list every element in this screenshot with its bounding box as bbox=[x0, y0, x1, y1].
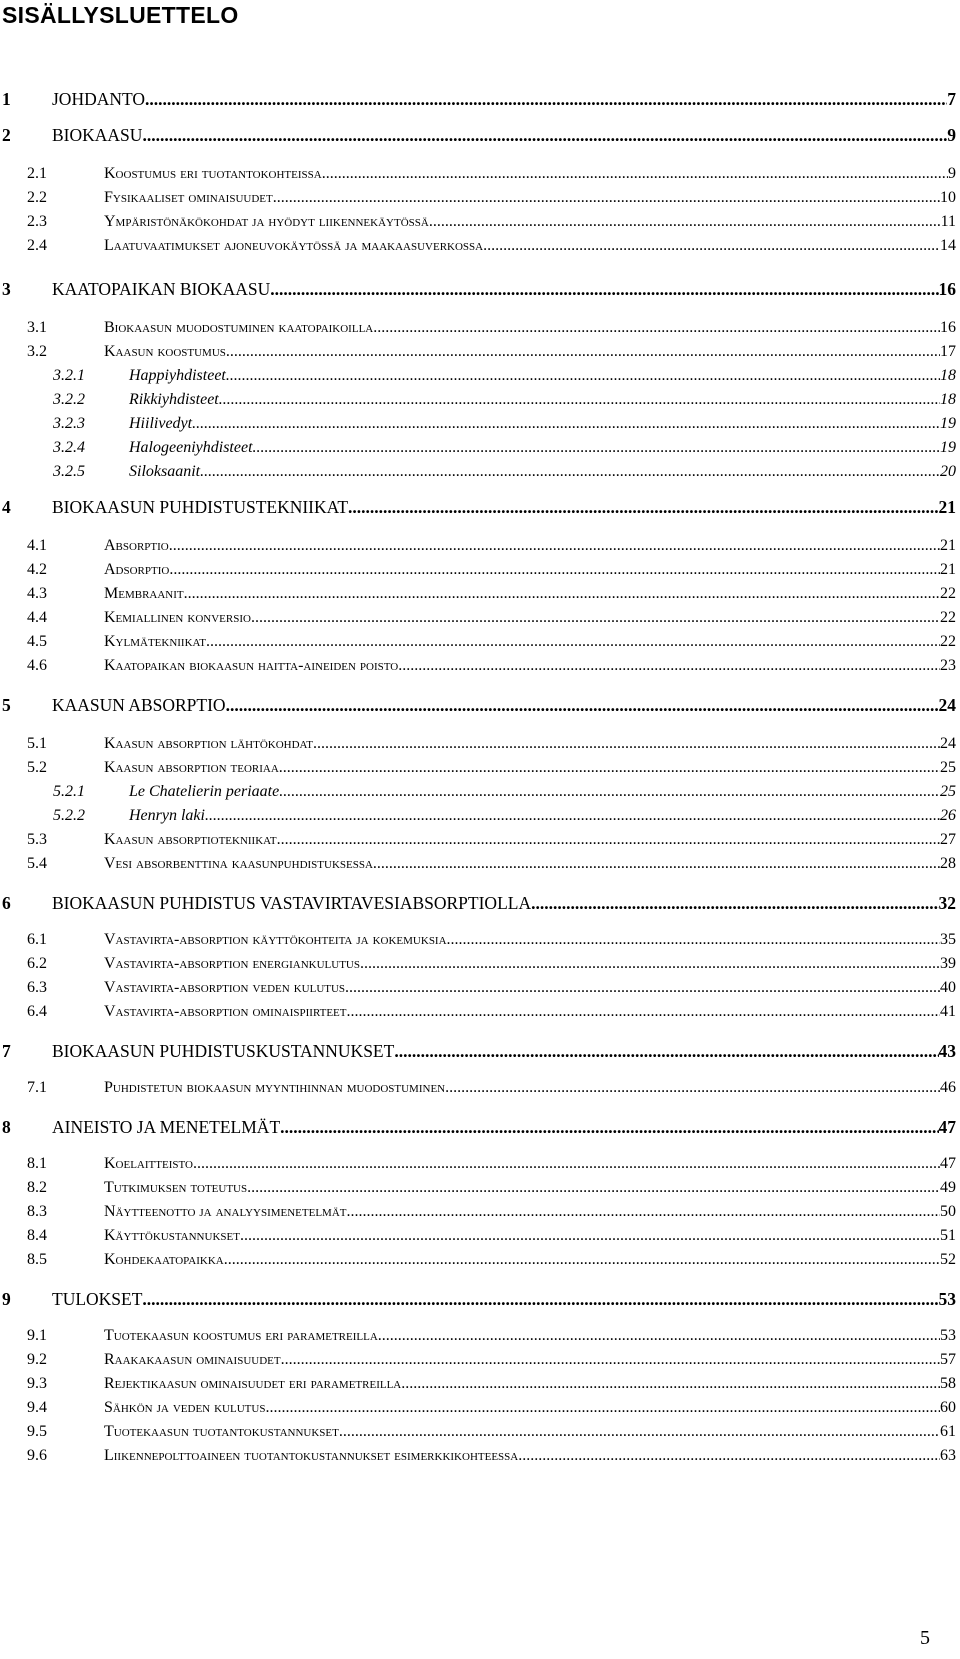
toc-entry-number: 3.2.5 bbox=[53, 463, 85, 480]
toc-entry-number: 9.2 bbox=[27, 1351, 47, 1368]
toc-entry-label: Vesi absorbenttina kaasunpuhdistuksessa bbox=[104, 855, 373, 872]
toc-entry-label: BIOKAASUN PUHDISTUS VASTAVIRTAVESIABSORPTIOLLA bbox=[52, 893, 532, 913]
toc-entry[interactable] bbox=[0, 88, 960, 110]
toc-entry-label: TULOKSET bbox=[52, 1289, 143, 1309]
toc-entry-page: 24 bbox=[940, 735, 956, 752]
toc-entry-label: Kemiallinen konversio bbox=[104, 609, 251, 626]
toc-entry-label: Vastavirta-absorption ominaispiirteet bbox=[104, 1003, 347, 1020]
toc-entry-page: 26 bbox=[940, 807, 956, 824]
toc-entry-label: Kaasun absorption lähtökohdat bbox=[104, 735, 314, 752]
toc-entry-page: 9 bbox=[947, 125, 956, 145]
toc-entry-body bbox=[104, 632, 956, 652]
toc-entry-number: 4.3 bbox=[27, 585, 47, 602]
toc-entry-body bbox=[52, 124, 956, 146]
toc-entry-number: 3 bbox=[2, 279, 11, 299]
toc-entry-body bbox=[52, 694, 956, 716]
dot-leader bbox=[193, 1154, 940, 1174]
toc-entry-label: Liikennepolttoaineen tuotantokustannukset esimerkkikohteessa bbox=[104, 1447, 519, 1464]
dot-leader bbox=[184, 584, 940, 604]
dot-leader bbox=[270, 278, 938, 300]
toc-entry-label: Halogeeniyhdisteet bbox=[129, 439, 253, 456]
toc-entry[interactable] bbox=[0, 584, 960, 606]
toc-entry[interactable] bbox=[0, 1178, 960, 1200]
toc-entry-number: 6.1 bbox=[27, 931, 47, 948]
toc-entry-number: 5.2.1 bbox=[53, 783, 85, 800]
toc-entry-label: Laatuvaatimukset ajoneuvokäytössä ja maakaasuverkossa bbox=[104, 237, 484, 254]
toc-entry-label: Koelaitteisto bbox=[104, 1155, 193, 1172]
toc-entry-page: 21 bbox=[940, 561, 956, 578]
toc-entry-number: 9.4 bbox=[27, 1399, 47, 1416]
toc-entry-label: Le Chatelierin periaate bbox=[129, 783, 280, 800]
toc-entry-number: 9.3 bbox=[27, 1375, 47, 1392]
toc-entry-page: 9 bbox=[948, 165, 956, 182]
dot-leader bbox=[226, 366, 940, 386]
toc-entry-page: 17 bbox=[940, 343, 956, 360]
toc-entry-page: 10 bbox=[940, 189, 956, 206]
toc-entry-label: Vastavirta-absorption energiankulutus bbox=[104, 955, 360, 972]
toc-entry-page: 28 bbox=[940, 855, 956, 872]
toc-entry-page: 40 bbox=[940, 979, 956, 996]
toc-entry-body bbox=[104, 318, 956, 338]
toc-entry-body bbox=[104, 1350, 956, 1370]
toc-entry-label: Tuotekaasun koostumus eri parametreilla bbox=[104, 1327, 378, 1344]
toc-entry-body bbox=[129, 462, 956, 482]
dot-leader bbox=[226, 694, 939, 716]
dot-leader bbox=[322, 164, 948, 184]
toc-entry[interactable] bbox=[0, 414, 960, 436]
toc-entry-page: 25 bbox=[940, 759, 956, 776]
toc-entry-body bbox=[129, 390, 956, 410]
toc-entry-number: 5.2.2 bbox=[53, 807, 85, 824]
toc-entry[interactable] bbox=[0, 318, 960, 340]
toc-entry-page: 22 bbox=[940, 633, 956, 650]
dot-leader bbox=[273, 188, 940, 208]
toc-entry-body bbox=[104, 1326, 956, 1346]
toc-entry-body bbox=[104, 212, 956, 232]
toc-entry-number: 9 bbox=[2, 1289, 11, 1309]
toc-entry-body bbox=[104, 342, 956, 362]
toc-entry[interactable] bbox=[0, 656, 960, 678]
toc-entry-page: 16 bbox=[938, 279, 956, 299]
toc-entry-body bbox=[104, 656, 956, 676]
toc-entry-body bbox=[104, 734, 956, 754]
toc-entry[interactable] bbox=[0, 1350, 960, 1372]
toc-entry-body bbox=[104, 1374, 956, 1394]
toc-entry-body bbox=[104, 830, 956, 850]
toc-entry-body bbox=[104, 758, 956, 778]
toc-entry-number: 3.2.3 bbox=[53, 415, 85, 432]
toc-entry-page: 63 bbox=[940, 1447, 956, 1464]
toc-entry-number: 8.3 bbox=[27, 1203, 47, 1220]
toc-entry-label: Biokaasun muodostuminen kaatopaikoilla bbox=[104, 319, 374, 336]
toc-entry[interactable] bbox=[0, 390, 960, 412]
toc-entry-page: 24 bbox=[938, 695, 956, 715]
toc-entry-number: 7.1 bbox=[27, 1079, 47, 1096]
toc-entry-number: 3.1 bbox=[27, 319, 47, 336]
toc-entry-label: Fysikaaliset ominaisuudet bbox=[104, 189, 273, 206]
toc-entry-body bbox=[104, 854, 956, 874]
toc-entry-body bbox=[104, 930, 956, 950]
toc-entry-number: 4.4 bbox=[27, 609, 47, 626]
toc-entry[interactable] bbox=[0, 806, 960, 828]
toc-entry-number: 5 bbox=[2, 695, 11, 715]
dot-leader bbox=[447, 930, 940, 950]
toc-entry[interactable] bbox=[0, 536, 960, 558]
toc-entry-number: 2.2 bbox=[27, 189, 47, 206]
toc-entry-number: 3.2.1 bbox=[53, 367, 85, 384]
toc-entry-body bbox=[52, 278, 956, 300]
dot-leader bbox=[378, 1326, 940, 1346]
toc-entry-page: 58 bbox=[940, 1375, 956, 1392]
dot-leader bbox=[313, 734, 940, 754]
toc-entry-body bbox=[104, 1226, 956, 1246]
toc-entry[interactable] bbox=[0, 1202, 960, 1224]
toc-entry[interactable] bbox=[0, 236, 960, 258]
toc-entry-page: 7 bbox=[947, 89, 956, 109]
toc-entry-number: 8 bbox=[2, 1117, 11, 1137]
toc-entry-label: Kylmätekniikat bbox=[104, 633, 206, 650]
toc-entry-page: 27 bbox=[940, 831, 956, 848]
toc-entry-label: JOHDANTO bbox=[52, 89, 146, 109]
toc-entry-body bbox=[129, 782, 956, 802]
toc-entry-label: Hiilivedyt bbox=[129, 415, 193, 432]
toc-entry-page: 51 bbox=[940, 1227, 956, 1244]
toc-entry[interactable] bbox=[0, 1288, 960, 1310]
toc-entry-body bbox=[52, 1116, 956, 1138]
toc-entry-page: 49 bbox=[940, 1179, 956, 1196]
toc-entry-page: 53 bbox=[940, 1327, 956, 1344]
toc-entry[interactable] bbox=[0, 734, 960, 756]
toc-entry-label: Henryn laki bbox=[129, 807, 205, 824]
toc-entry-page: 46 bbox=[940, 1079, 956, 1096]
page-number: 5 bbox=[920, 1627, 930, 1649]
dot-leader bbox=[205, 806, 940, 826]
toc-entry-number: 8.2 bbox=[27, 1179, 47, 1196]
dot-leader bbox=[145, 88, 947, 110]
toc-entry-label: Kaasun absorption teoriaa bbox=[104, 759, 279, 776]
dot-leader bbox=[224, 1250, 940, 1270]
toc-entry-body bbox=[129, 806, 956, 826]
toc-entry[interactable] bbox=[0, 462, 960, 484]
dot-leader bbox=[347, 1002, 941, 1022]
toc-entry[interactable] bbox=[0, 188, 960, 210]
dot-leader bbox=[240, 1226, 940, 1246]
toc-entry-label: Raakakaasun ominaisuudet bbox=[104, 1351, 281, 1368]
toc-entry-number: 8.4 bbox=[27, 1227, 47, 1244]
dot-leader bbox=[531, 892, 938, 914]
toc-entry[interactable] bbox=[0, 782, 960, 804]
toc-entry-label: Adsorptio bbox=[104, 561, 170, 578]
dot-leader bbox=[280, 1116, 938, 1138]
dot-leader bbox=[394, 1040, 938, 1062]
toc-entry[interactable] bbox=[0, 758, 960, 780]
toc-entry[interactable] bbox=[0, 1002, 960, 1024]
toc-entry-page: 53 bbox=[938, 1289, 956, 1309]
toc-entry-page: 50 bbox=[940, 1203, 956, 1220]
toc-entry-label: Ympäristönäkökohdat ja hyödyt liikennekäytössä bbox=[104, 213, 429, 230]
toc-entry-page: 61 bbox=[940, 1423, 956, 1440]
toc-entry-page: 19 bbox=[940, 415, 956, 432]
toc-entry-label: AINEISTO JA MENETELMÄT bbox=[52, 1117, 281, 1137]
toc-entry[interactable] bbox=[0, 694, 960, 716]
toc-entry-body bbox=[104, 536, 956, 556]
dot-leader bbox=[339, 1422, 940, 1442]
toc-entry-body bbox=[104, 1202, 956, 1222]
toc-entry[interactable] bbox=[0, 1226, 960, 1248]
toc-entry-number: 2.3 bbox=[27, 213, 47, 230]
toc-entry[interactable] bbox=[0, 1398, 960, 1420]
toc-entry-body bbox=[104, 188, 956, 208]
toc-entry[interactable] bbox=[0, 1250, 960, 1272]
toc-entry-body bbox=[104, 1002, 956, 1022]
toc-entry-label: Kaasun koostumus bbox=[104, 343, 226, 360]
toc-entry[interactable] bbox=[0, 438, 960, 460]
toc-entry-number: 8.5 bbox=[27, 1251, 47, 1268]
toc-entry-label: Tutkimuksen toteutus bbox=[104, 1179, 248, 1196]
toc-entry-label: BIOKAASUN PUHDISTUSTEKNIIKAT bbox=[52, 497, 349, 517]
dot-leader bbox=[279, 758, 940, 778]
toc-entry-label: BIOKAASU bbox=[52, 125, 143, 145]
toc-entry-label: BIOKAASUN PUHDISTUSKUSTANNUKSET bbox=[52, 1041, 395, 1061]
toc-entry-number: 5.1 bbox=[27, 735, 47, 752]
dot-leader bbox=[401, 1374, 940, 1394]
toc-entry-body bbox=[104, 560, 956, 580]
toc-entry-page: 43 bbox=[938, 1041, 956, 1061]
toc-entry[interactable] bbox=[0, 342, 960, 364]
toc-entry-body bbox=[104, 236, 956, 256]
toc-entry[interactable] bbox=[0, 830, 960, 852]
toc-entry-label: Vastavirta-absorption veden kulutus bbox=[104, 979, 346, 996]
toc-entry-label: Kaatopaikan biokaasun haitta-aineiden poisto bbox=[104, 657, 399, 674]
toc-entry-body bbox=[104, 1398, 956, 1418]
toc-entry-body bbox=[52, 1040, 956, 1062]
toc-entry-body bbox=[104, 1178, 956, 1198]
toc-entry[interactable] bbox=[0, 1422, 960, 1444]
toc-entry[interactable] bbox=[0, 1078, 960, 1100]
dot-leader bbox=[200, 462, 940, 482]
toc-entry-number: 5.3 bbox=[27, 831, 47, 848]
toc-entry-page: 11 bbox=[940, 213, 956, 230]
toc-entry[interactable] bbox=[0, 212, 960, 234]
toc-entry-body bbox=[129, 366, 956, 386]
toc-entry[interactable] bbox=[0, 854, 960, 876]
toc-entry-page: 52 bbox=[940, 1251, 956, 1268]
toc-entry-number: 4.1 bbox=[27, 537, 47, 554]
dot-leader bbox=[348, 496, 938, 518]
toc-entry-body bbox=[52, 88, 956, 110]
toc-entry[interactable] bbox=[0, 1116, 960, 1138]
toc-entry-body bbox=[52, 496, 956, 518]
page-title: SISÄLLYSLUETTELO bbox=[2, 2, 239, 28]
toc-entry-page: 41 bbox=[940, 1003, 956, 1020]
toc-entry-page: 18 bbox=[940, 367, 956, 384]
dot-leader bbox=[206, 632, 940, 652]
toc-entry-number: 2.4 bbox=[27, 237, 47, 254]
dot-leader bbox=[279, 782, 940, 802]
toc-entry[interactable] bbox=[0, 1374, 960, 1396]
toc-entry-body bbox=[52, 892, 956, 914]
dot-leader bbox=[253, 438, 940, 458]
dot-leader bbox=[345, 978, 940, 998]
toc-entry-page: 21 bbox=[940, 537, 956, 554]
toc-entry[interactable] bbox=[0, 366, 960, 388]
toc-entry-body bbox=[104, 954, 956, 974]
dot-leader bbox=[192, 414, 940, 434]
dot-leader bbox=[142, 124, 947, 146]
toc-entry-label: Tuotekaasun tuotantokustannukset bbox=[104, 1423, 339, 1440]
toc-entry-page: 22 bbox=[940, 585, 956, 602]
dot-leader bbox=[445, 1078, 940, 1098]
toc-entry-page: 23 bbox=[940, 657, 956, 674]
toc-entry-label: Koostumus eri tuotantokohteissa bbox=[104, 165, 322, 182]
toc-entry-label: Puhdistetun biokaasun myyntihinnan muodostuminen bbox=[104, 1079, 446, 1096]
dot-leader bbox=[483, 236, 940, 256]
dot-leader bbox=[373, 318, 940, 338]
toc-entry-page: 60 bbox=[940, 1399, 956, 1416]
toc-entry-number: 7 bbox=[2, 1041, 11, 1061]
toc-entry-label: Käyttökustannukset bbox=[104, 1227, 240, 1244]
toc-entry[interactable] bbox=[0, 930, 960, 952]
toc-entry[interactable] bbox=[0, 496, 960, 518]
toc-entry-page: 39 bbox=[940, 955, 956, 972]
toc-entry[interactable] bbox=[0, 632, 960, 654]
toc-entry-number: 6 bbox=[2, 893, 11, 913]
toc-entry-label: Kohdekaatopaikka bbox=[104, 1251, 224, 1268]
toc-entry-body bbox=[129, 414, 956, 434]
toc-entry[interactable] bbox=[0, 1154, 960, 1176]
dot-leader bbox=[169, 560, 940, 580]
toc-entry-number: 9.1 bbox=[27, 1327, 47, 1344]
toc-entry-page: 14 bbox=[940, 237, 956, 254]
toc-entry[interactable] bbox=[0, 978, 960, 1000]
dot-leader bbox=[398, 656, 940, 676]
toc-entry-number: 3.2.2 bbox=[53, 391, 85, 408]
toc-entry-label: Kaasun absorptiotekniikat bbox=[104, 831, 277, 848]
toc-entry-number: 6.4 bbox=[27, 1003, 47, 1020]
toc-entry-number: 9.6 bbox=[27, 1447, 47, 1464]
toc-entry-number: 9.5 bbox=[27, 1423, 47, 1440]
dot-leader bbox=[373, 854, 940, 874]
dot-leader bbox=[360, 954, 940, 974]
toc-entry-label: Vastavirta-absorption käyttökohteita ja kokemuksia bbox=[104, 931, 447, 948]
toc-entry-body bbox=[129, 438, 956, 458]
toc-entry[interactable] bbox=[0, 124, 960, 146]
toc-entry[interactable] bbox=[0, 954, 960, 976]
toc-entry-body bbox=[104, 978, 956, 998]
toc-entry-number: 4.5 bbox=[27, 633, 47, 650]
toc-entry-label: Sähkön ja veden kulutus bbox=[104, 1399, 266, 1416]
toc-entry-body bbox=[104, 1250, 956, 1270]
dot-leader bbox=[281, 1350, 940, 1370]
toc-entry-label: KAATOPAIKAN BIOKAASU bbox=[52, 279, 271, 299]
dot-leader bbox=[518, 1446, 940, 1466]
toc-entry-number: 4.6 bbox=[27, 657, 47, 674]
toc-entry-number: 8.1 bbox=[27, 1155, 47, 1172]
dot-leader bbox=[219, 390, 940, 410]
toc-entry-number: 3.2.4 bbox=[53, 439, 85, 456]
dot-leader bbox=[226, 342, 940, 362]
dot-leader bbox=[247, 1178, 940, 1198]
toc-entry[interactable] bbox=[0, 892, 960, 914]
toc-entry-label: Happiyhdisteet bbox=[129, 367, 226, 384]
toc-entry-page: 19 bbox=[940, 439, 956, 456]
dot-leader bbox=[142, 1288, 938, 1310]
toc-entry-number: 6.2 bbox=[27, 955, 47, 972]
toc-entry-page: 22 bbox=[940, 609, 956, 626]
toc-entry-page: 16 bbox=[940, 319, 956, 336]
toc-entry[interactable] bbox=[0, 608, 960, 630]
toc-entry-page: 21 bbox=[938, 497, 956, 517]
toc-entry-body bbox=[104, 1154, 956, 1174]
toc-entry-label: Membraanit bbox=[104, 585, 184, 602]
toc-entry-label: Siloksaanit bbox=[129, 463, 201, 480]
toc-entry-page: 47 bbox=[940, 1155, 956, 1172]
toc-entry-page: 20 bbox=[940, 463, 956, 480]
toc-entry-page: 57 bbox=[940, 1351, 956, 1368]
toc-entry-body bbox=[104, 608, 956, 628]
toc-entry-number: 5.2 bbox=[27, 759, 47, 776]
toc-entry-number: 4 bbox=[2, 497, 11, 517]
dot-leader bbox=[277, 830, 940, 850]
toc-entry-page: 32 bbox=[938, 893, 956, 913]
dot-leader bbox=[265, 1398, 940, 1418]
toc-entry-body bbox=[104, 1422, 956, 1442]
toc-entry-body bbox=[104, 1078, 956, 1098]
toc-entry-number: 3.2 bbox=[27, 343, 47, 360]
toc-entry-body bbox=[104, 1446, 956, 1466]
toc-entry-label: Rikkiyhdisteet bbox=[129, 391, 219, 408]
toc-entry[interactable] bbox=[0, 1040, 960, 1062]
toc-entry-page: 18 bbox=[940, 391, 956, 408]
toc-entry[interactable] bbox=[0, 278, 960, 300]
toc-entry-number: 6.3 bbox=[27, 979, 47, 996]
toc-entry-label: KAASUN ABSORPTIO bbox=[52, 695, 226, 715]
toc-entry-number: 4.2 bbox=[27, 561, 47, 578]
toc-entry[interactable] bbox=[0, 164, 960, 186]
toc-entry-body bbox=[52, 1288, 956, 1310]
toc-entry-body bbox=[104, 164, 956, 184]
dot-leader bbox=[251, 608, 940, 628]
dot-leader bbox=[429, 212, 941, 232]
toc-entry-label: Näytteenotto ja analyysimenetelmät bbox=[104, 1203, 347, 1220]
toc-entry-number: 2 bbox=[2, 125, 11, 145]
toc-entry[interactable] bbox=[0, 560, 960, 582]
toc-entry-page: 25 bbox=[940, 783, 956, 800]
toc-entry[interactable] bbox=[0, 1446, 960, 1468]
toc-entry-label: Rejektikaasun ominaisuudet eri parametreilla bbox=[104, 1375, 402, 1392]
toc-entry[interactable] bbox=[0, 1326, 960, 1348]
toc-entry-number: 5.4 bbox=[27, 855, 47, 872]
toc-entry-number: 2.1 bbox=[27, 165, 47, 182]
toc-entry-label: Absorptio bbox=[104, 537, 169, 554]
toc-entry-body bbox=[104, 584, 956, 604]
toc-entry-page: 47 bbox=[938, 1117, 956, 1137]
dot-leader bbox=[347, 1202, 941, 1222]
dot-leader bbox=[169, 536, 940, 556]
toc-entry-number: 1 bbox=[2, 89, 11, 109]
toc-entry-page: 35 bbox=[940, 931, 956, 948]
